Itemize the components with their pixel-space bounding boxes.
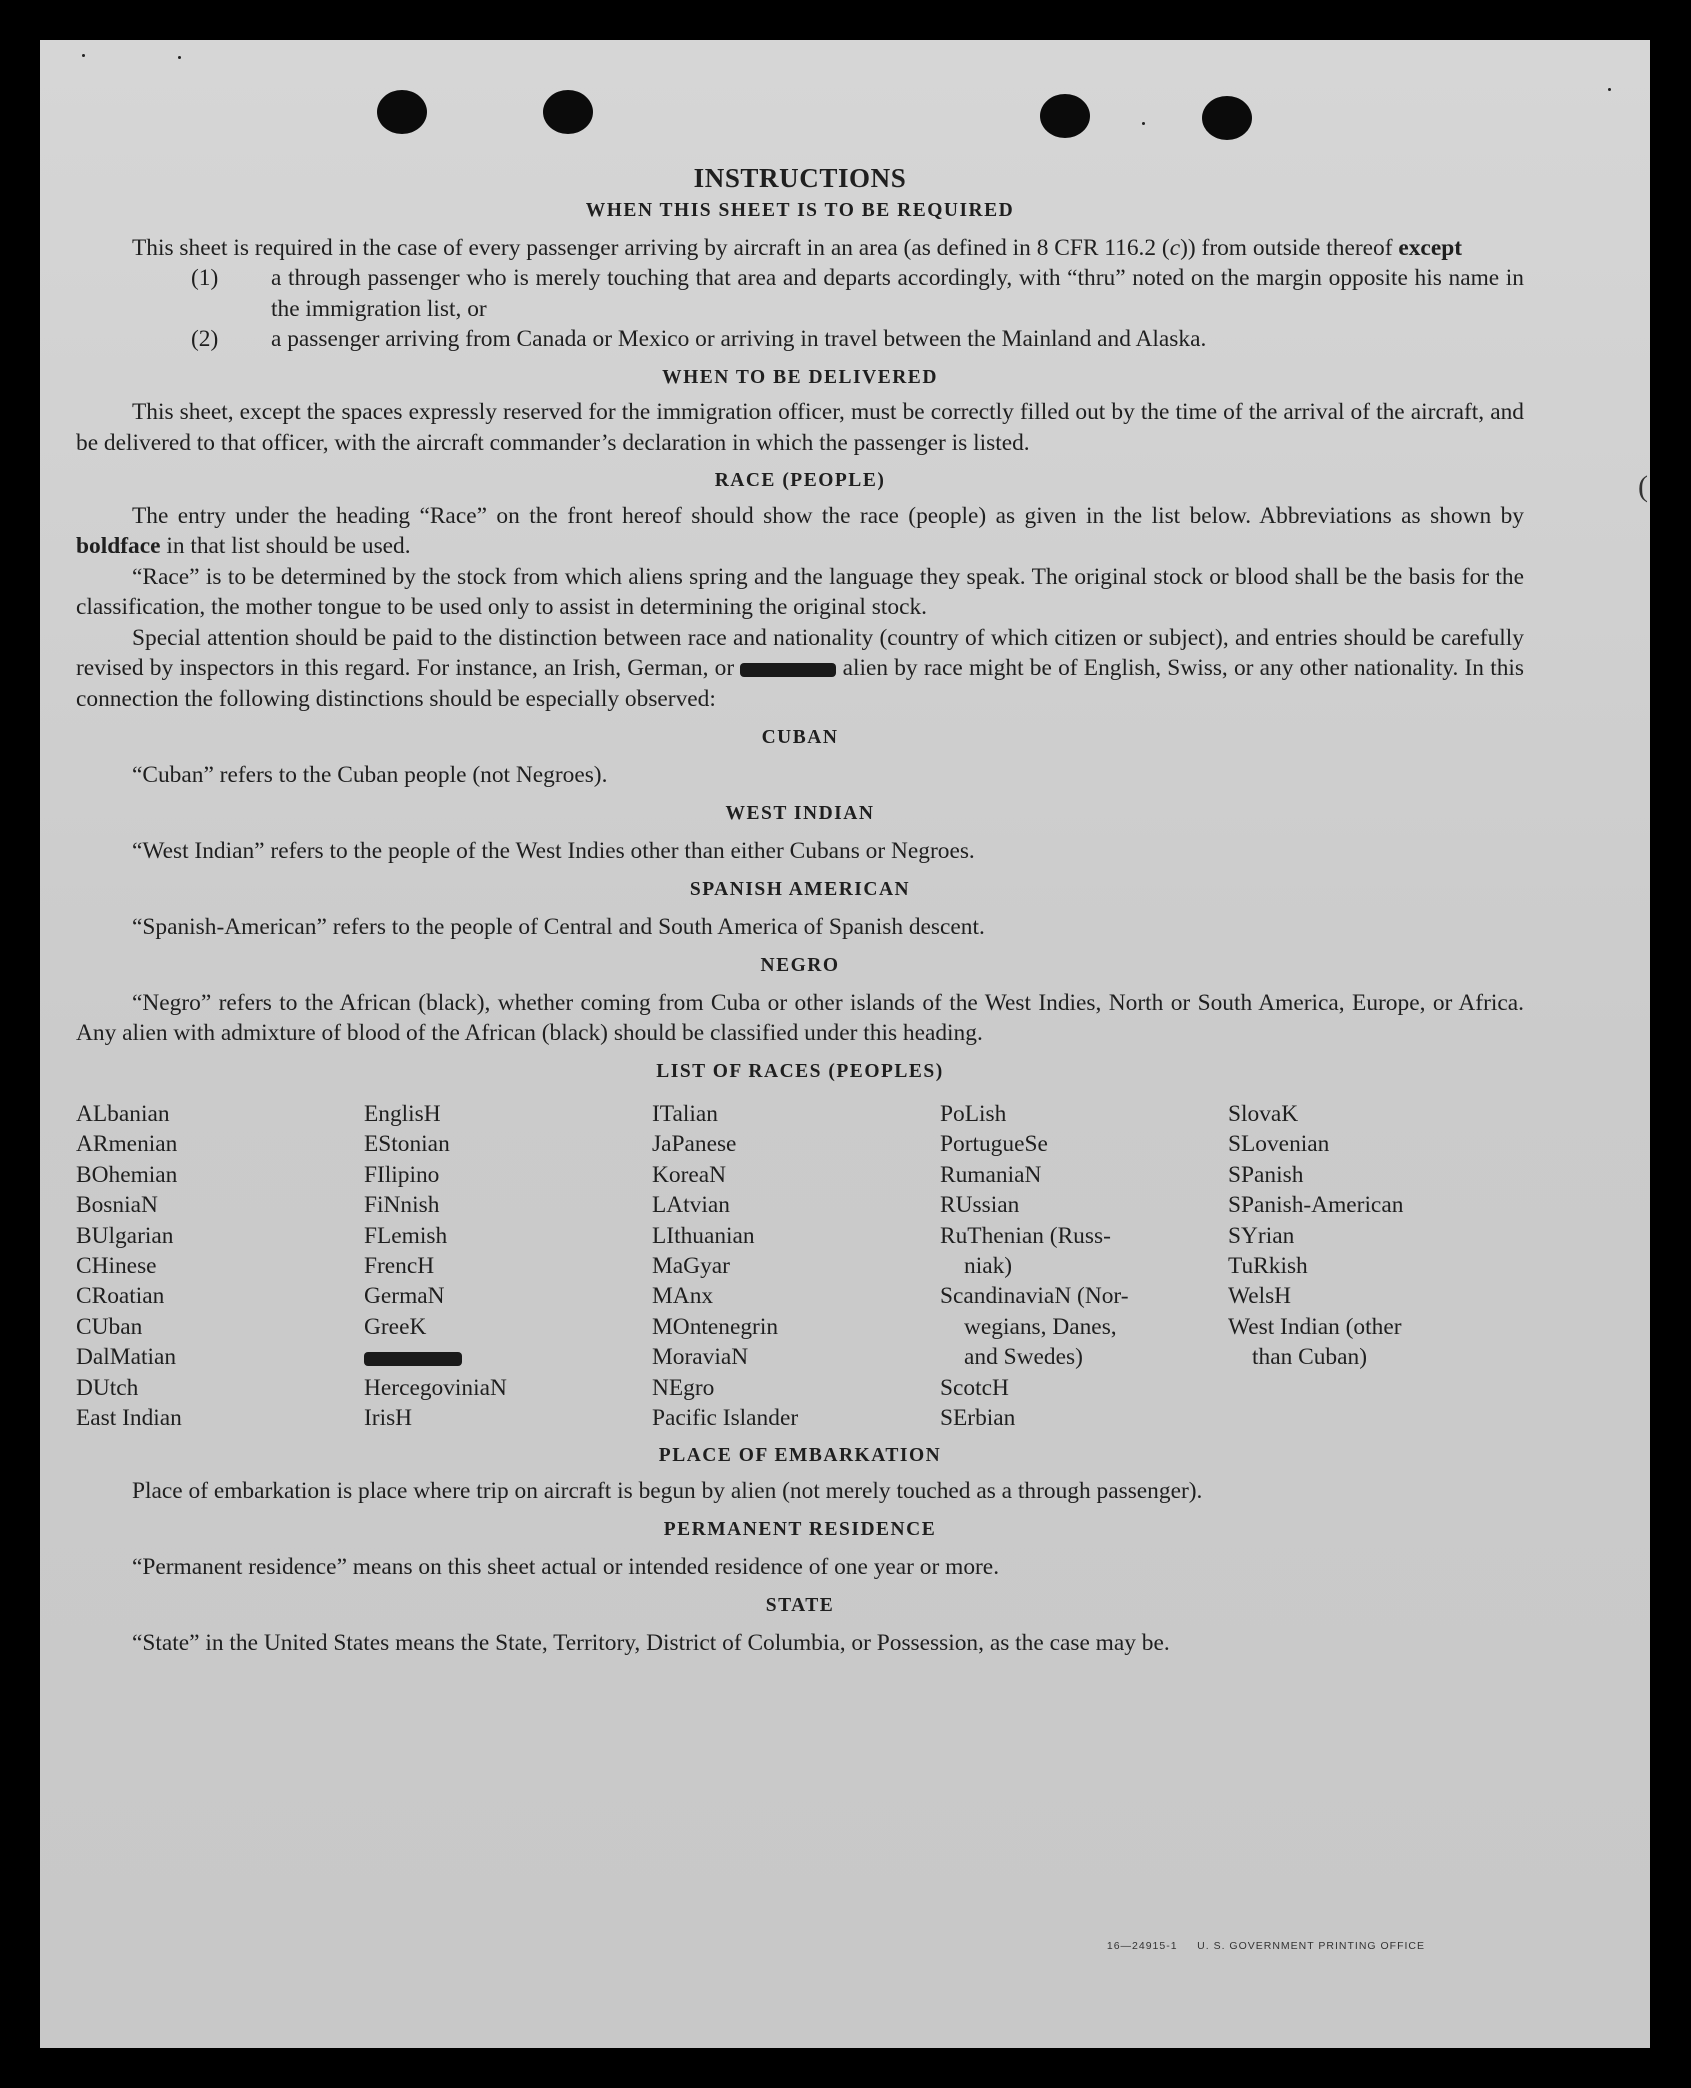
race-entry: EStonian [364, 1131, 450, 1158]
race-column-5 [1228, 1099, 1524, 1433]
race-entry-continued: niak) [964, 1253, 1013, 1280]
punch-hole [543, 90, 593, 134]
spanish-american-text: “Spanish-American” refers to the people of Central and South America of Spanish descent. [132, 913, 985, 940]
race-entry: MaGyar [652, 1253, 730, 1280]
negro-text: “Negro” refers to the African (black), whether coming from Cuba or other islands of the West Indies, North or South America, Europe, or Africa. Any alien with admixture of blood of the African (black) should be classified under this heading. [76, 989, 1524, 1046]
race-entry: TuRkish [1228, 1253, 1308, 1280]
margin-mark: ( [1638, 470, 1648, 503]
document-page [40, 40, 1650, 2048]
race-entry: CUban [76, 1313, 143, 1340]
section-heading-negro: NEGRO [760, 955, 840, 976]
race-entry: FIlipino [364, 1161, 440, 1188]
race-entry: LAtvian [652, 1192, 730, 1219]
required-intro-text: This sheet is required in the case of every passenger arriving by aircraft in an area (as defined in 8 CFR 116.2 ( [132, 234, 1170, 261]
section-heading-spanish-american: SPANISH AMERICAN [689, 879, 911, 900]
race-entry: GreeK [364, 1313, 427, 1340]
section-heading-embarkation: PLACE OF EMBARKATION [658, 1445, 942, 1467]
race-entry-continued: than Cuban) [1252, 1344, 1367, 1371]
race-entry: CHinese [76, 1253, 157, 1280]
item-text: a through passenger who is merely touching that area and departs accordingly, with “thru” noted on the margin opposite his name in the immigration list, or [271, 265, 1524, 322]
race-entry-continued: and Swedes) [964, 1344, 1083, 1371]
race-entry: FiNnish [364, 1192, 440, 1219]
punch-hole [1040, 94, 1090, 138]
race-entry: East Indian [76, 1405, 182, 1432]
race-entry: JaPanese [652, 1131, 737, 1158]
race-p3-text-2: alien by race might be of English, Swiss, or any other nationality. In this connection the following distinctions should be especially observed: [76, 655, 1525, 712]
race-entry: SPanish-American [1228, 1192, 1404, 1219]
race-entry: KoreaN [652, 1161, 727, 1188]
printer-name: U. S. GOVERNMENT PRINTING OFFICE [1197, 1940, 1425, 1952]
race-entry: MOntenegrin [652, 1313, 779, 1340]
section-heading-west-indian: WEST INDIAN [725, 803, 875, 824]
state-text: “State” in the United States means the State, Territory, District of Columbia, or Possession, as the case may be. [132, 1629, 1170, 1656]
race-entry: ScotcH [940, 1374, 1009, 1401]
race-entry: RUssian [940, 1192, 1020, 1219]
redaction-mark [740, 663, 836, 677]
race-paragraph-3 [76, 623, 1524, 715]
race-p1-text-2: in that list should be used. [160, 533, 411, 559]
speck [1142, 122, 1145, 125]
section-heading-list: LIST OF RACES (PEOPLES) [656, 1060, 944, 1082]
form-number: 16—24915-1 [1106, 1940, 1178, 1952]
printer-imprint [1107, 1940, 1425, 1952]
race-column-3 [652, 1099, 940, 1433]
race-entry: BUlgarian [76, 1222, 174, 1249]
race-entry-redacted [364, 1342, 652, 1372]
race-column-1 [76, 1099, 364, 1433]
race-entry: BOhemian [76, 1161, 178, 1188]
cuban-text: “Cuban” refers to the Cuban people (not Negroes). [132, 761, 608, 788]
race-entry: MAnx [652, 1283, 714, 1310]
race-column-2 [364, 1099, 652, 1433]
race-list [76, 1099, 1524, 1433]
race-entry: ARmenian [76, 1131, 178, 1158]
exception-item-1 [76, 263, 1524, 324]
race-entry: HercegoviniaN [364, 1374, 507, 1401]
race-entry: NEgro [652, 1374, 715, 1401]
race-entry: FrencH [364, 1253, 435, 1280]
race-entry: RumaniaN [940, 1161, 1042, 1188]
race-entry: EnglisH [364, 1101, 441, 1127]
race-entry: ALbanian [76, 1101, 170, 1127]
race-entry: GermaN [364, 1283, 445, 1310]
section-heading-cuban: CUBAN [761, 727, 839, 748]
race-paragraph-2: “Race” is to be determined by the stock from which aliens spring and the language they speak. The original stock or blood shall be the basis for the classification, the mother tongue to be used only to assist in determining the original stock. [76, 563, 1524, 620]
race-column-4 [940, 1099, 1228, 1433]
redaction-mark [364, 1352, 462, 1366]
embarkation-text: Place of embarkation is place where trip on aircraft is begun by alien (not merely touched as a through passenger). [132, 1477, 1203, 1504]
delivered-text: This sheet, except the spaces expressly reserved for the immigration officer, must be correctly filled out by the time of the arrival of the aircraft, and be delivered to that officer, with the aircraft commander’s declaration in which the passenger is listed. [76, 399, 1524, 456]
instructions-content [76, 162, 1524, 1658]
race-entry: FLemish [364, 1222, 448, 1249]
item-number: (1) [191, 265, 219, 291]
item-number: (2) [191, 326, 219, 352]
exception-item-2 [76, 324, 1524, 355]
section-heading-delivered: WHEN TO BE DELIVERED [662, 366, 938, 388]
race-entry-continued: wegians, Danes, [964, 1313, 1117, 1340]
boldface-word: boldface [76, 533, 161, 559]
race-paragraph-1 [76, 501, 1524, 562]
race-entry: BosniaN [76, 1192, 158, 1219]
race-p3-text: Special attention should be paid to the distinction between race and nationality (country of which citizen or subject), and entries should be carefully revised by inspectors in this regard. For instance, an Irish, German, or [76, 624, 1524, 681]
race-entry: Pacific Islander [652, 1405, 799, 1432]
citation-letter: c [1169, 234, 1181, 261]
race-entry: LIthuanian [652, 1222, 755, 1249]
punch-hole [1202, 96, 1252, 140]
required-intro-text-2: )) from outside thereof [1180, 234, 1399, 261]
race-entry: IrisH [364, 1405, 413, 1432]
required-intro [76, 233, 1524, 264]
section-heading-residence: PERMANENT RESIDENCE [663, 1519, 937, 1541]
race-entry: SErbian [940, 1405, 1016, 1432]
race-entry: SlovaK [1228, 1101, 1299, 1127]
race-entry: SLovenian [1228, 1131, 1330, 1158]
speck [82, 54, 85, 57]
race-entry: SPanish [1228, 1161, 1304, 1188]
punch-hole [377, 90, 427, 134]
page-title: INSTRUCTIONS [693, 163, 907, 193]
race-entry: PortugueSe [940, 1131, 1048, 1158]
race-entry: DalMatian [76, 1344, 177, 1371]
race-entry: WelsH [1228, 1283, 1292, 1310]
except-keyword: except [1398, 234, 1462, 261]
section-heading-required: WHEN THIS SHEET IS TO BE REQUIRED [585, 200, 1015, 221]
race-entry: ITalian [652, 1101, 718, 1127]
item-text: a passenger arriving from Canada or Mexico or arriving in travel between the Mainland and Alaska. [271, 326, 1207, 352]
section-heading-race: RACE (PEOPLE) [714, 470, 886, 491]
race-entry: SYrian [1228, 1222, 1295, 1249]
race-entry: MoraviaN [652, 1344, 749, 1371]
race-entry: CRoatian [76, 1283, 165, 1310]
race-entry: PoLish [940, 1101, 1007, 1127]
speck [178, 56, 181, 59]
race-entry: DUtch [76, 1374, 139, 1401]
race-p1-text: The entry under the heading “Race” on the front hereof should show the race (people) as given in the list below. Abbreviations as shown by [132, 502, 1524, 529]
race-entry: RuThenian (Russ- [940, 1222, 1111, 1249]
residence-text: “Permanent residence” means on this sheet actual or intended residence of one year or more. [132, 1553, 1000, 1580]
west-indian-text: “West Indian” refers to the people of the West Indies other than either Cubans or Negroes. [132, 837, 975, 864]
race-entry: ScandinaviaN (Nor- [940, 1283, 1129, 1310]
section-heading-state: STATE [765, 1595, 835, 1617]
speck [1608, 88, 1611, 91]
race-entry: West Indian (other [1228, 1313, 1402, 1340]
